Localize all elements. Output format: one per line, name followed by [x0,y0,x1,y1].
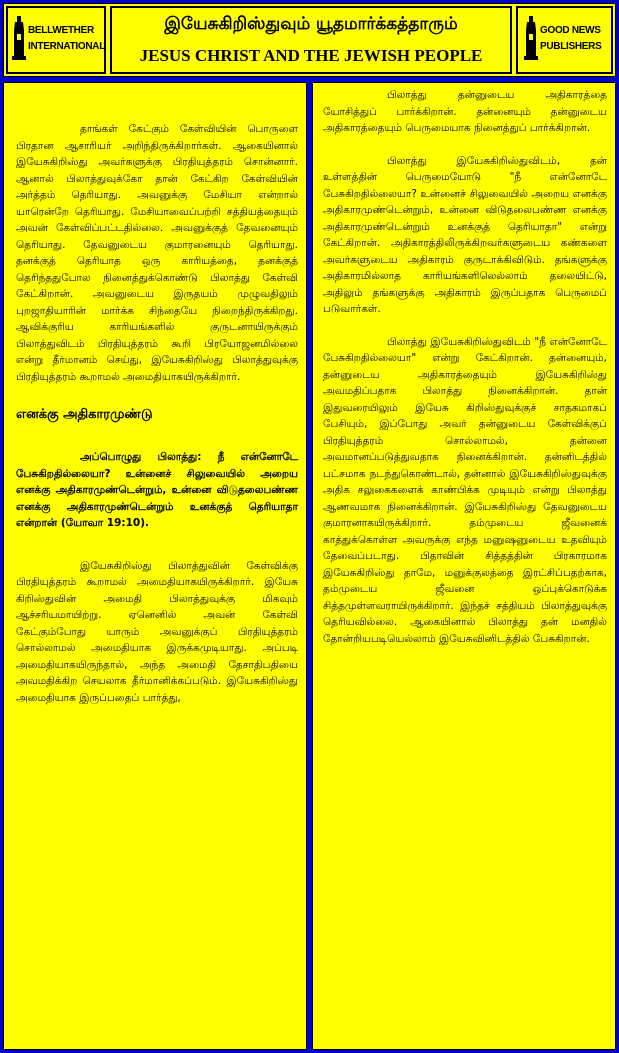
left-logo-line1: BELLWETHER [28,25,94,36]
left-column [3,82,307,1050]
right-logo-line1: GOOD NEWS [540,25,601,36]
title-box [110,6,512,74]
paragraph: பிலாத்து இயேசுகிறிஸ்துவிடம் "நீ என்னோடே பேசுகிறதில்லையா" என்று கேட்கிறான். தன்னையும், தன்னுடைய அதிகாரத்தையும் இயேசுகிறிஸ்து அவமதிப்பதாக பிலாத்து நினைக்கிறான். தான் இதுவரையிலும் இயேசு கிறிஸ்துவுக்குச் சாதகமாகப் பேசியும், இப்போது அவர் தன்னுடைய கேள்விக்குப் பிரதியுத்தரம் சொல்லாமல், தன்னை அவமானப்படுத்துவதாக நினைக்கிறான். தன்னிடத்தில் பட்சமாக நடந்துகொண்டால், தன்னால் இயேசுகிறிஸ்துவுக்கு அதிக சலுகைகளைக் காண்பிக்க முடியும் என்று பிலாத்து ஆணவமாக நினைக்கிறான். இயேசுகிறிஸ்து தேவனுடைய குமாரனாகயிருக்கிறார். தம்முடைய ஜீவனைக் காத்துக்கொள்ள அவருக்கு எந்த மனுஷனுடைய உதவியும் தேவைப்படாது. பிதாவின் சித்தத்தின் பிரகாரமாக இயேசுகிறிஸ்து தாமே, மனுக்குலத்தை இரட்சிப்பதற்காக, தம்முடைய ஜீவனை ஒப்புக்கொடுக்க சித்தமுள்ளவராயிருக்கிறார். இந்தச் சத்தியம் பிலாத்துவுக்கு தெரியவில்லை. ஆகையினால் பிலாத்து தன் மனதில் தோன்றியபடியெல்லாம் இயேசுவினிடத்தில் பேசுகிறான். [323,335,607,645]
right-logo-line2: PUBLISHERS [540,41,602,52]
right-column [312,82,616,1050]
left-logo-line2: INTERNATIONAL [28,41,106,52]
scripture-quote: அப்பொழுது பிலாத்து: நீ என்னோடே பேசுகிறதில்லையா? உன்னைச் சிலுவையில் அறைய எனக்கு அதிகாரமுண்டென்றும், உன்னை விடுதலைபண்ண எனக்கு அதிகாரமுண்டென்றும் உனக்குத் தெரியாதா என்றான் (யோவா 19:10). [16,451,298,529]
paragraph: இயேசுகிறிஸ்து பிலாத்துவின் கேள்விக்கு பிரதியுத்தரம் கூறாமல் அமைதியாகயிருக்கிறார். இயேசு கிறிஸ்துவின் அமைதி பிலாத்துவுக்கு மிகவும் ஆச்சரியமாயிற்று. ஏனெனில் அவன் கேள்வி கேட்கும்போது யாரும் அவனுக்குப் பிரதியுத்தரம் சொல்லாமல் அமைதியாக இருக்கமுடியாது. அப்படி அமைதியாகயிருந்தால், அந்த அமைதி தேசாதிபதியை அவமதிக்கிற செயலாக தீர்மானிக்கப்படும். இயேசுகிறிஸ்து அமைதியாக இருப்பதைப் பார்த்து, [16,559,298,704]
title-tamil: இயேசுகிறிஸ்துவும் யூதமார்க்கத்தாரும் [164,14,458,34]
bell-tower-icon [524,16,538,60]
paragraph: பிலாத்து இயேசுகிறிஸ்துவிடம், தன் உள்ளத்தின் பெருமையோடு "நீ என்னோடே பேசுகிறதில்லையா? உன்னைச் சிலுவையில் அறைய எனக்கு அதிகாரமுண்டென்றும், உன்னை விடுதலைபண்ண எனக்கு அதிகாரமுண்டென்றும் உனக்குத் தெரியாதா" என்று கேட்கிறான். அதிகாரத்திலிருக்கிறவர்களுடைய கண்களை அவர்களுடைய அதிகாரம் குருடாக்கிவிடும். தங்களுக்கு அதிகாரமில்லாத காரியங்களிலெல்லாம் தலையிட்டு, அதிலும் தங்களுக்கு அதிகாரம் இருப்பதாக பெருமைப் படுவார்கள். [323,154,607,315]
left-logo-text [28,23,105,55]
bell-tower-icon [12,16,26,60]
header-banner [3,3,616,77]
good-news-logo [516,6,613,74]
paragraph: பிலாத்து தன்னுடைய அதிகாரத்தை யோசித்துப் பார்க்கிறான். தன்னையும் தன்னுடைய அதிகாரத்தையும் பெருமையாக நினைத்துப் பார்க்கிறான். [323,89,607,134]
bellwether-logo [6,6,106,74]
right-logo-text [540,23,601,55]
section-heading: எனக்கு அதிகாரமுண்டு [16,407,153,422]
title-english: JESUS CHRIST AND THE JEWISH PEOPLE [139,46,483,65]
paragraph: தாங்கள் கேட்கும் கேள்வியின் பொருளை பிரதான ஆசாரியர் அறிந்திருக்கிறார்கள். ஆகையினால் இயேசுகிறிஸ்து அவர்களுக்கு பிரதியுத்தரம் சொன்னார். ஆனால் பிலாத்துவுக்கோ தான் கேட்கிற கேள்வியின் அர்த்தம் தெரியாது. அவனுக்கு மேசியா என்றால் யாரென்றே தெரியாது. மேசியாவைப்பற்றி சத்தியத்தையும் அவன் கேள்விப்பட்டதில்லை. அவனுக்குத் தேவனையும் தெரியாது. தேவனுடைய குமாரனையும் தெரியாது. தனக்குத் தெரியாத ஒரு காரியத்தை, தனக்குத் தெரிந்ததுபோல நினைத்துக்கொண்டு பிலாத்து கேள்வி கேட்கிறான். அவனுடைய இருதயம் முழுவதிலும் புறஜாதியாரின் மார்க்க சிந்தையே நிறைந்திருக்கிறது. ஆவிக்குரிய காரியங்களில் குருடனாயிருக்கும் பிலாத்துவிடம் பிரதியுத்தரம் கூறி பிரயோஜனமில்லை என்று தீர்மானம் செய்து, இயேசுகிறிஸ்து பிலாத்துவுக்கு பிரதியுத்தரம் கூறாமல் அமைதியாகயிருக்கிறார். [16,123,298,383]
